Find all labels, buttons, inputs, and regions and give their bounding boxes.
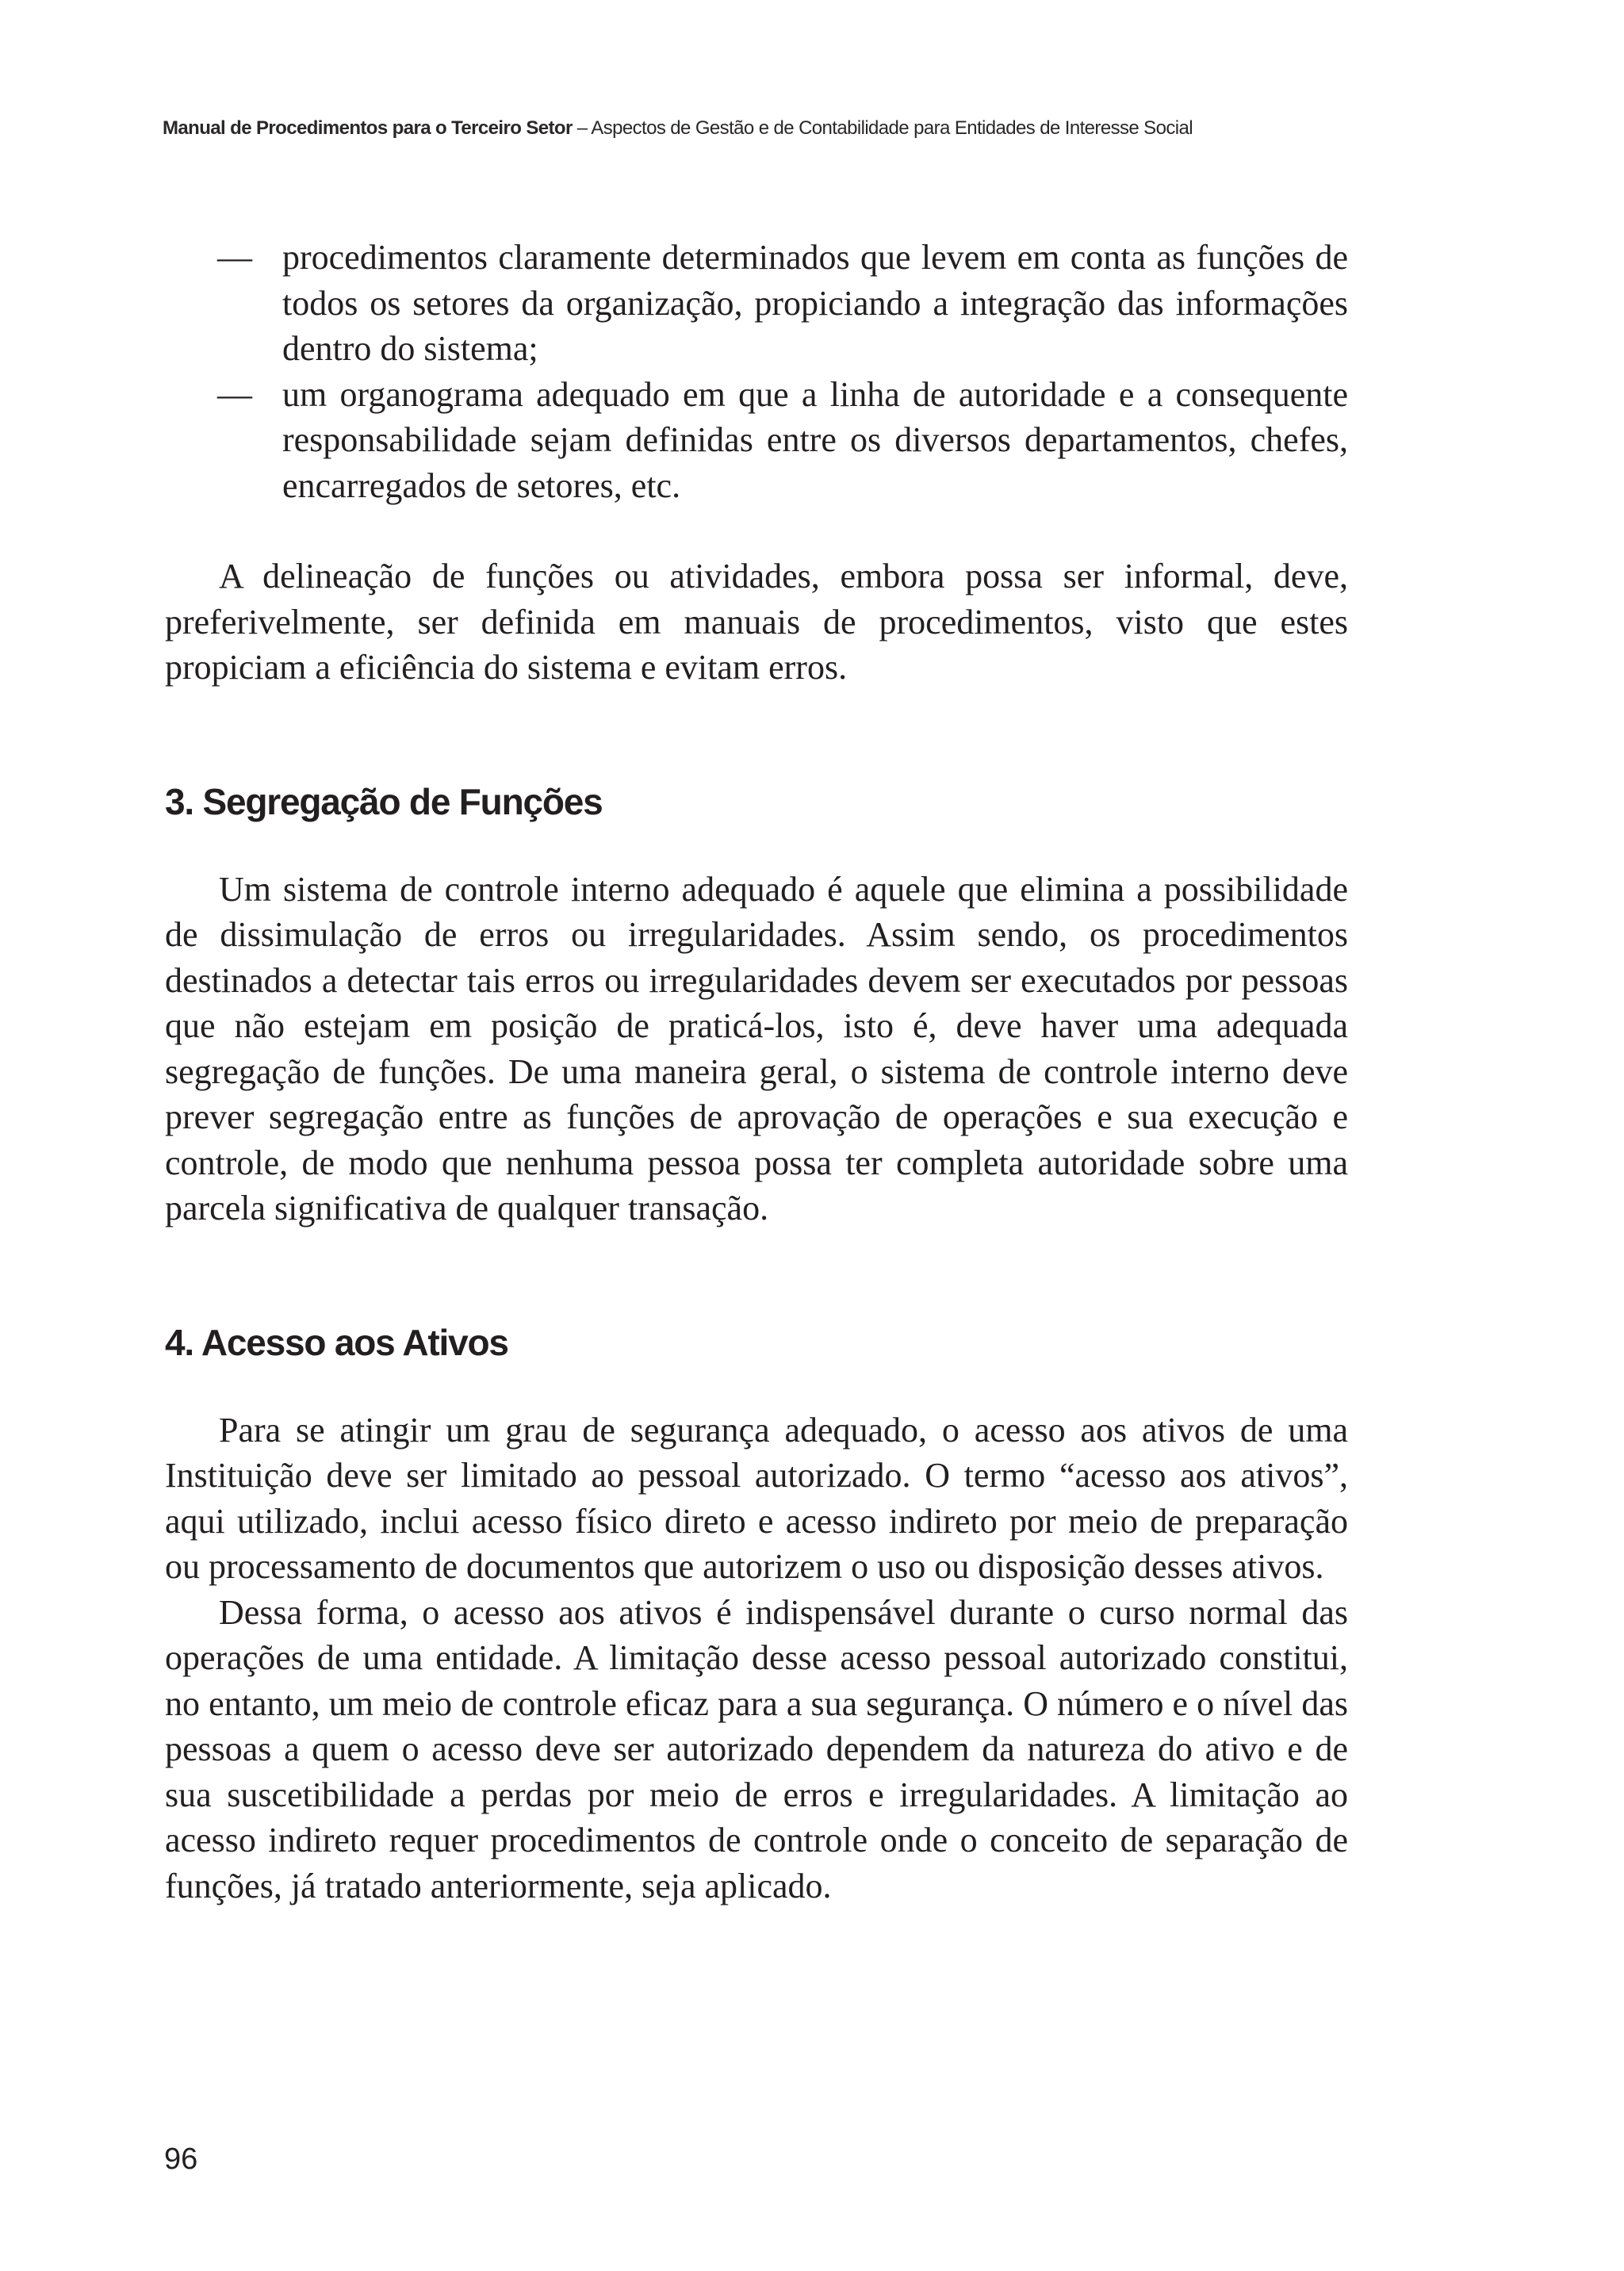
- header-book-title: Manual de Procedimentos para o Terceiro Setor: [163, 117, 573, 139]
- bullet-list: [165, 235, 1348, 508]
- section-heading-acesso: 4. Acesso aos Ativos: [165, 1321, 508, 1363]
- paragraph-delineacao: A delineação de funções ou atividades, embora possa ser informal, deve, preferivelmente, ser definida em manuais de procedimentos, visto que estes propiciam a eficiência do sistema e evitam erros.: [165, 557, 1348, 687]
- bullet-item: [165, 235, 1348, 372]
- paragraph-segregacao: Um sistema de controle interno adequado é aquele que elimina a possibilidade de dissimulação de erros ou irregularidades. Assim sendo, os procedimentos destinados a detectar tais erros ou irregularidades devem ser executados por pessoas que não estejam em posição de praticá-los, isto é, deve haver uma adequada segregação de funções. De uma maneira geral, o sistema de controle interno deve prever segregação entre as funções de aprovação de operações e sua execução e controle, de modo que nenhuma pessoa possa ter completa autoridade sobre uma parcela significativa de qualquer transação.: [165, 869, 1348, 1227]
- bullet-text: um organograma adequado em que a linha de autoridade e a consequente responsabilidade sejam definidas entre os diversos departamentos, chefes, encarregados de setores, etc.: [282, 374, 1348, 505]
- section-heading-segregacao: 3. Segregação de Funções: [165, 780, 603, 822]
- page-body: [165, 235, 1348, 1909]
- header-book-subtitle: Aspectos de Gestão e de Contabilidade para Entidades de Interesse Social: [591, 117, 1193, 139]
- bullet-dash: —: [217, 238, 252, 277]
- paragraph-acesso-2: Dessa forma, o acesso aos ativos é indispensável durante o curso normal das operações de uma entidade. A limitação desse acesso pessoal autorizado constitui, no entanto, um meio de controle eficaz para a sua segurança. O número e o nível das pessoas a quem o acesso deve ser autorizado dependem da natureza do ativo e de sua suscetibilidade a perdas por meio de erros e irregularidades. A limitação ao acesso indireto requer procedimentos de controle onde o conceito de separação de funções, já tratado anteriormente, seja aplicado.: [165, 1592, 1348, 1905]
- bullet-dash: —: [217, 374, 252, 414]
- paragraph-acesso-1: Para se atingir um grau de segurança adequado, o acesso aos ativos de uma Instituição deve ser limitado ao pessoal autorizado. O termo “acesso aos ativos”, aqui utilizado, inclui acesso físico direto e acesso indireto por meio de preparação ou processamento de documentos que autorizem o uso ou disposição desses ativos.: [165, 1410, 1348, 1586]
- running-header: [163, 117, 1193, 140]
- bullet-item: [165, 372, 1348, 509]
- header-separator: –: [576, 117, 588, 139]
- page-number: 96: [164, 2143, 198, 2176]
- bullet-text: procedimentos claramente determinados que levem em conta as funções de todos os setores da organização, propiciando a integração das informações dentro do sistema;: [282, 238, 1348, 368]
